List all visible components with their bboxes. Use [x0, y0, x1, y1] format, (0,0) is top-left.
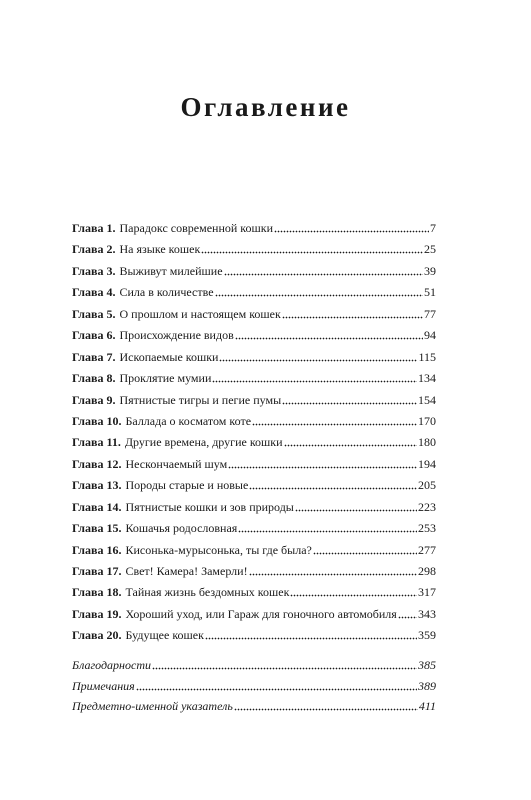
chapter-title: Будущее кошек: [125, 628, 204, 643]
page-number: 194: [418, 456, 436, 471]
dot-leader: [224, 266, 423, 276]
page-number: 277: [418, 542, 436, 557]
section-title: Благодарности: [72, 658, 151, 672]
dot-leader: [282, 395, 417, 405]
page-number: 389: [418, 678, 436, 693]
page-number: 253: [418, 521, 436, 536]
chapter-title: Сила в количестве: [119, 285, 214, 300]
toc-entry[interactable]: [72, 585, 436, 606]
toc-entry[interactable]: [72, 543, 436, 564]
chapter-title: Другие времена, другие кошки: [124, 435, 283, 450]
page-number: 385: [418, 658, 436, 672]
toc-entry[interactable]: [72, 371, 436, 392]
back-matter-entry[interactable]: [72, 699, 436, 720]
dot-leader: [201, 244, 423, 254]
dot-leader: [235, 330, 423, 340]
toc-entry[interactable]: [72, 221, 436, 242]
toc-entry[interactable]: [72, 435, 436, 456]
dot-leader: [205, 630, 417, 640]
dot-leader: [215, 287, 423, 297]
page-number: 39: [424, 263, 436, 278]
page-number: 359: [418, 628, 436, 643]
chapter-title: Проклятие мумии: [119, 371, 212, 386]
chapter-number: Глава 1.: [72, 221, 116, 235]
section-title: Предметно-именной указатель: [72, 699, 233, 713]
chapter-title: Тайная жизнь бездомных кошек: [125, 585, 290, 600]
chapter-number: Глава 20.: [72, 628, 122, 643]
chapter-title: Пятнистые кошки и зов природы: [125, 499, 294, 514]
chapter-number: Глава 4.: [72, 285, 116, 300]
chapter-number: Глава 3.: [72, 263, 116, 278]
dot-leader: [238, 523, 417, 533]
chapter-title: Выживут милейшие: [119, 263, 223, 278]
dot-leader: [252, 416, 417, 426]
toc-entry[interactable]: [72, 393, 436, 414]
chapter-title: Баллада о косматом коте: [125, 413, 252, 428]
page-number: 170: [418, 413, 436, 428]
toc-entry[interactable]: [72, 328, 436, 349]
table-of-contents: [72, 221, 436, 650]
chapter-title: На языке кошек: [119, 242, 201, 257]
chapter-title: Ископаемые кошки: [119, 349, 219, 364]
chapter-number: Глава 11.: [72, 435, 121, 450]
chapter-title: Свет! Камера! Замерли!: [125, 564, 248, 578]
chapter-title: Породы старые и новые: [125, 478, 249, 493]
back-matter-entry[interactable]: [72, 679, 436, 700]
toc-entry[interactable]: [72, 628, 436, 649]
back-matter-list: [72, 658, 436, 720]
back-matter-entry[interactable]: [72, 658, 436, 679]
page-number: 223: [418, 499, 436, 514]
dot-leader: [234, 701, 418, 711]
chapter-title: Происхождение видов: [119, 328, 234, 343]
dot-leader: [295, 502, 417, 512]
chapter-number: Глава 19.: [72, 606, 122, 621]
dot-leader: [282, 309, 423, 319]
dot-leader: [290, 587, 417, 597]
toc-entry[interactable]: [72, 307, 436, 328]
page-number: 154: [418, 392, 436, 407]
dot-leader: [228, 459, 417, 469]
dot-leader: [152, 660, 417, 670]
toc-entry[interactable]: [72, 457, 436, 478]
chapter-number: Глава 10.: [72, 413, 122, 428]
page-number: 94: [424, 328, 436, 343]
section-title: Примечания: [72, 678, 135, 693]
chapter-number: Глава 6.: [72, 328, 116, 343]
toc-entry[interactable]: [72, 564, 436, 585]
chapter-number: Глава 5.: [72, 306, 116, 321]
toc-entry[interactable]: [72, 350, 436, 371]
chapter-number: Глава 18.: [72, 585, 122, 600]
page-number: 298: [418, 564, 436, 578]
toc-entry[interactable]: [72, 478, 436, 499]
chapter-number: Глава 7.: [72, 349, 116, 364]
dot-leader: [249, 480, 417, 490]
chapter-title: Кошачья родословная: [125, 521, 238, 536]
page-title: Оглавление: [180, 92, 351, 122]
dot-leader: [284, 437, 417, 447]
chapter-number: Глава 16.: [72, 542, 122, 557]
chapter-number: Глава 13.: [72, 478, 122, 493]
dot-leader: [398, 609, 417, 619]
dot-leader: [313, 545, 417, 555]
page-number: 134: [418, 371, 436, 386]
chapter-number: Глава 14.: [72, 499, 122, 514]
chapter-title: Нескончаемый шум: [125, 456, 228, 471]
chapter-number: Глава 12.: [72, 456, 122, 471]
dot-leader: [249, 566, 417, 576]
chapter-title: Парадокс современной кошки: [119, 221, 273, 235]
dot-leader: [212, 373, 417, 383]
chapter-number: Глава 9.: [72, 392, 116, 407]
page-number: 317: [418, 585, 436, 600]
toc-entry[interactable]: [72, 264, 436, 285]
toc-entry[interactable]: [72, 414, 436, 435]
toc-entry[interactable]: [72, 500, 436, 521]
page-number: 51: [424, 285, 436, 300]
toc-entry[interactable]: [72, 521, 436, 542]
toc-entry[interactable]: [72, 607, 436, 628]
chapter-title: О прошлом и настоящем кошек: [119, 306, 281, 321]
page-number: 115: [418, 349, 436, 364]
page-number: 77: [424, 306, 436, 321]
page-number: 411: [418, 699, 436, 713]
chapter-number: Глава 17.: [72, 564, 122, 578]
dot-leader: [136, 681, 417, 691]
chapter-title: Пятнистые тигры и пегие пумы: [119, 392, 282, 407]
chapter-number: Глава 8.: [72, 371, 116, 386]
page-number: 343: [418, 606, 436, 621]
chapter-title: Кисонька-мурысонька, ты где была?: [125, 542, 312, 557]
toc-entry[interactable]: [72, 242, 436, 263]
chapter-number: Глава 15.: [72, 521, 122, 536]
dot-leader: [274, 223, 429, 233]
dot-leader: [219, 352, 417, 362]
page-number: 25: [424, 242, 436, 257]
page-number: 180: [418, 435, 436, 450]
page-number: 7: [430, 221, 436, 235]
toc-entry[interactable]: [72, 285, 436, 306]
page-number: 205: [418, 478, 436, 493]
chapter-number: Глава 2.: [72, 242, 116, 257]
chapter-title: Хороший уход, или Гараж для гоночного автомобиля: [125, 606, 397, 621]
